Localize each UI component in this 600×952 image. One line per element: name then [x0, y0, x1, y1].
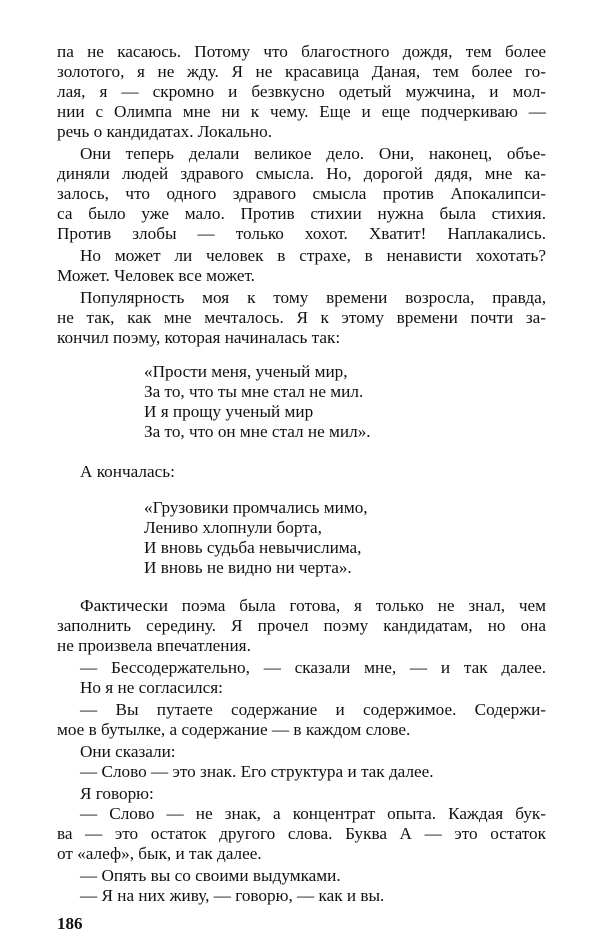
- text-line: золотого, я не жду. Я не красавица Даная, тем более го-: [57, 62, 546, 81]
- text-line: Но может ли человек в страхе, в ненависти хохотать?: [80, 246, 546, 265]
- text-line: А кончалась:: [80, 462, 175, 481]
- page-number: 186: [57, 914, 83, 933]
- text-line: залось, что одного здравого смысла против Апокалипси-: [57, 184, 546, 203]
- text-line: Я говорю:: [80, 784, 154, 803]
- verse-line: И вновь не видно ни черта».: [144, 558, 352, 577]
- text-line: заполнить середину. Я прочел поэму кандидатам, но она: [57, 616, 546, 635]
- text-line: от «алеф», бык, и так далее.: [57, 844, 262, 863]
- text-line: — Бессодержательно, — сказали мне, — и так далее.: [80, 658, 546, 677]
- text-line: не так, как мне мечталось. Я к этому времени почти за-: [57, 308, 546, 327]
- text-line: Но я не согласился:: [80, 678, 223, 697]
- text-line: — Я на них живу, — говорю, — как и вы.: [80, 886, 385, 905]
- text-line: не произвела впечатления.: [57, 636, 251, 655]
- verse-line: За то, что он мне стал не мил».: [144, 422, 371, 441]
- verse-line: «Грузовики промчались мимо,: [144, 498, 368, 517]
- text-line: диняли людей здравого смысла. Но, дорогой дядя, мне ка-: [57, 164, 546, 183]
- text-line: Они сказали:: [80, 742, 176, 761]
- text-line: — Слово — это знак. Его структура и так далее.: [80, 762, 434, 781]
- text-line: ва — это остаток другого слова. Буква А — это остаток: [57, 824, 546, 843]
- text-line: лая, я — скромно и безвкусно одетый мужчина, и мол-: [57, 82, 546, 101]
- text-line: Может. Человек все может.: [57, 266, 255, 285]
- verse-line: «Прости меня, ученый мир,: [144, 362, 348, 381]
- verse-line: За то, что ты мне стал не мил.: [144, 382, 364, 401]
- text-line: Популярность моя к тому времени возросла, правда,: [80, 288, 546, 307]
- text-line: па не касаюсь. Потому что благостного дождя, тем более: [57, 42, 546, 61]
- verse-line: И я прощу ученый мир: [144, 402, 314, 421]
- text-line: Фактически поэма была готова, я только не знал, чем: [80, 596, 546, 615]
- text-line: — Опять вы со своими выдумками.: [80, 866, 341, 885]
- text-line: речь о кандидатах. Локально.: [57, 122, 272, 141]
- text-line: са было уже мало. Против стихии нужна была стихия.: [57, 204, 546, 223]
- verse-line: Лениво хлопнули борта,: [144, 518, 322, 537]
- text-line: кончил поэму, которая начиналась так:: [57, 328, 341, 347]
- text-line: Против злобы — только хохот. Хватит! Наплакались.: [57, 224, 546, 243]
- text-line: нии с Олимпа мне ни к чему. Еще и еще подчеркиваю —: [57, 102, 546, 121]
- verse-line: И вновь судьба невычислима,: [144, 538, 362, 557]
- text-line: — Вы путаете содержание и содержимое. Содержи-: [80, 700, 546, 719]
- text-line: Они теперь делали великое дело. Они, наконец, объе-: [80, 144, 546, 163]
- text-line: мое в бутылке, а содержание — в каждом слове.: [57, 720, 411, 739]
- text-line: — Слово — не знак, а концентрат опыта. Каждая бук-: [80, 804, 546, 823]
